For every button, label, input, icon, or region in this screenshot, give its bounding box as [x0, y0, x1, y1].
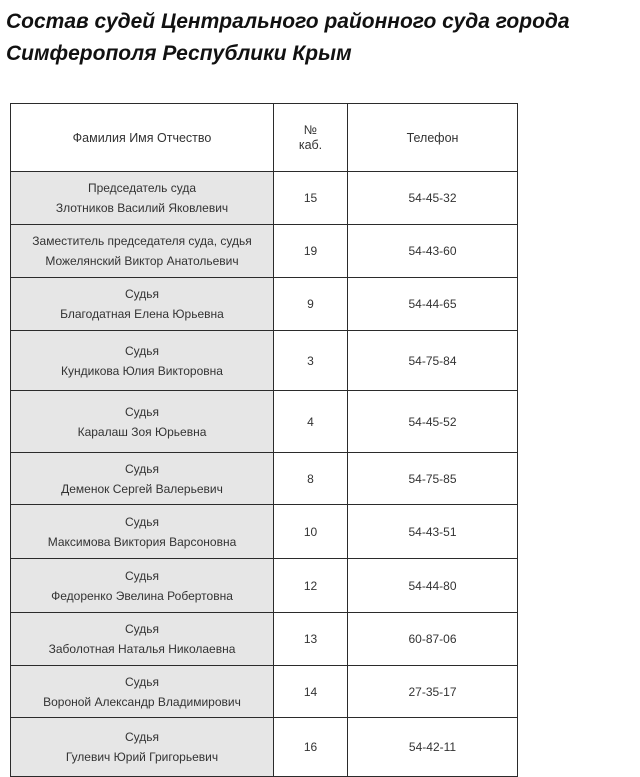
judge-name: Гулевич Юрий Григорьевич — [65, 750, 219, 764]
table-row — [11, 391, 518, 453]
judge-name: Деменок Сергей Валерьевич — [61, 481, 223, 496]
table-row — [11, 225, 518, 278]
judge-name: Вороной Александр Владимирович — [43, 694, 241, 709]
room-number: 19 — [274, 225, 348, 278]
page-title-line-1: Состав судей Центрального районного суда города — [6, 10, 570, 33]
phone-number: 54-75-84 — [348, 331, 518, 391]
header-name: Фамилия Имя Отчество — [11, 104, 274, 172]
room-number: 13 — [274, 613, 348, 666]
table-row — [11, 505, 518, 559]
phone-number: 54-44-65 — [348, 278, 518, 331]
judge-position: Судья — [124, 622, 160, 636]
judges-table-body — [11, 172, 518, 777]
table-header-row — [11, 104, 518, 172]
table-row — [11, 613, 518, 666]
judge-cell — [11, 718, 274, 777]
judge-position: Судья — [124, 461, 160, 476]
phone-number: 54-43-60 — [348, 225, 518, 278]
judge-cell — [11, 225, 274, 278]
judge-name: Благодатная Елена Юрьевна — [60, 307, 224, 321]
judge-position: Судья — [124, 730, 160, 744]
phone-number: 54-43-51 — [348, 505, 518, 559]
judge-cell — [11, 453, 274, 505]
table-row — [11, 278, 518, 331]
judge-position: Судья — [124, 568, 160, 583]
room-number: 12 — [274, 559, 348, 613]
room-number: 15 — [274, 172, 348, 225]
judge-name: Можелянский Виктор Анатольевич — [45, 254, 239, 268]
judge-name: Злотников Василий Яковлевич — [55, 201, 229, 215]
judge-position: Заместитель председателя суда, судья — [32, 234, 252, 248]
judge-cell — [11, 666, 274, 718]
phone-number: 54-44-80 — [348, 559, 518, 613]
judge-cell — [11, 505, 274, 559]
judge-position: Судья — [124, 343, 160, 358]
phone-number: 54-75-85 — [348, 453, 518, 505]
table-row — [11, 453, 518, 505]
judge-cell — [11, 559, 274, 613]
header-room-line-2: каб. — [298, 137, 323, 152]
header-room-line-1: № — [303, 122, 318, 137]
judge-cell — [11, 613, 274, 666]
judges-table — [10, 103, 518, 777]
room-number: 14 — [274, 666, 348, 718]
phone-number: 60-87-06 — [348, 613, 518, 666]
page-title-line-2: Симферополя Республики Крым — [6, 42, 352, 65]
judge-position: Судья — [124, 674, 160, 689]
header-phone: Телефон — [348, 104, 518, 172]
judge-name: Каралаш Зоя Юрьевна — [77, 424, 207, 439]
judge-name: Заболотная Наталья Николаевна — [48, 642, 236, 656]
room-number: 3 — [274, 331, 348, 391]
room-number: 4 — [274, 391, 348, 453]
judge-name: Максимова Виктория Варсоновна — [47, 534, 237, 549]
room-number: 10 — [274, 505, 348, 559]
phone-number: 27-35-17 — [348, 666, 518, 718]
judge-name: Федоренко Эвелина Робертовна — [51, 588, 233, 603]
table-row — [11, 172, 518, 225]
judge-name: Кундикова Юлия Викторовна — [61, 363, 223, 378]
judge-position: Судья — [124, 404, 160, 419]
phone-number: 54-45-32 — [348, 172, 518, 225]
judge-cell — [11, 278, 274, 331]
table-row — [11, 666, 518, 718]
judge-position: Председатель суда — [87, 181, 197, 195]
header-room — [274, 104, 348, 172]
table-row — [11, 559, 518, 613]
room-number: 16 — [274, 718, 348, 777]
room-number: 8 — [274, 453, 348, 505]
judge-cell — [11, 172, 274, 225]
judge-cell — [11, 331, 274, 391]
judge-position: Судья — [124, 514, 160, 529]
table-row — [11, 331, 518, 391]
phone-number: 54-42-11 — [348, 718, 518, 777]
room-number: 9 — [274, 278, 348, 331]
page-title — [6, 6, 636, 70]
judge-cell — [11, 391, 274, 453]
table-row — [11, 718, 518, 777]
judge-position: Судья — [124, 287, 160, 301]
phone-number: 54-45-52 — [348, 391, 518, 453]
